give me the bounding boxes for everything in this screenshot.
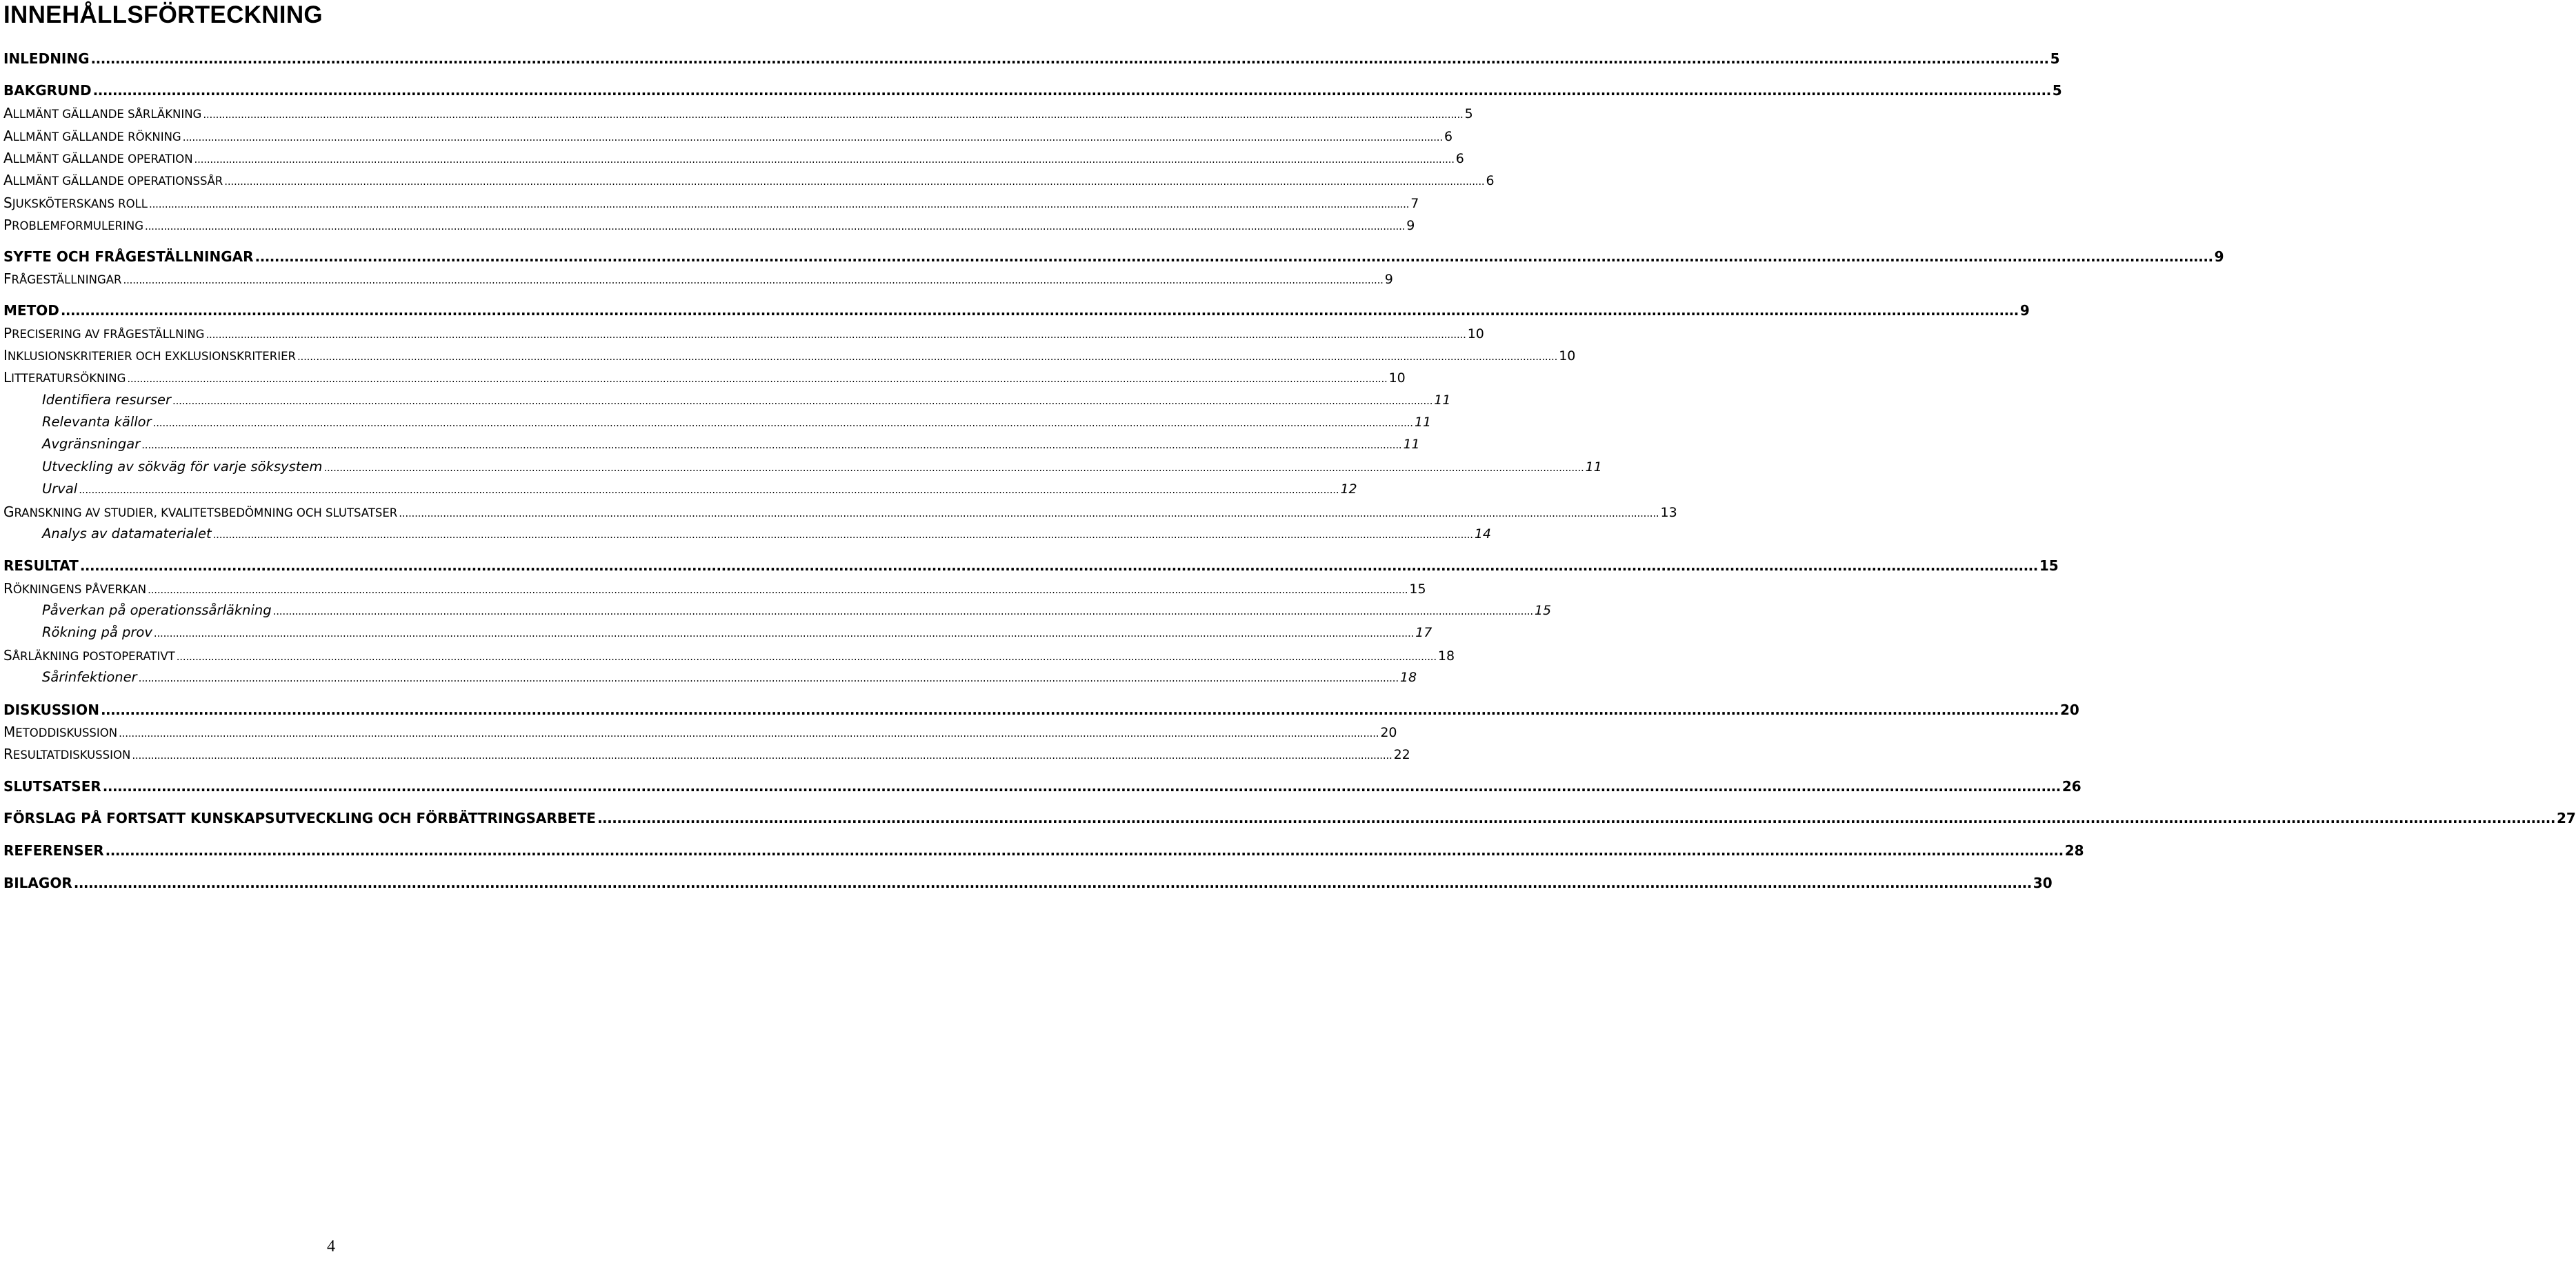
toc-entry-page: 15 [1534, 603, 1552, 618]
dot-leader: ................................................................................................................................................................................................................................................................................................................................................................................................................ [212, 528, 1473, 541]
toc-entry-label: SYFTE OCH FRÅGESTÄLLNINGAR [3, 248, 254, 265]
toc-entry-page: 11 [1403, 437, 1420, 452]
toc-entry-page: 9 [2019, 302, 2030, 319]
dot-leader: ................................................................................................................................................................................................................................................................................................................................................................................................................ [194, 153, 1455, 166]
page-number: 4 [327, 1238, 335, 1255]
toc-entry [3, 744, 1410, 765]
toc-entry [3, 148, 1464, 169]
dot-leader: ................................................................................................................................................................................................................................................................................................................................................................................................................ [100, 702, 2059, 718]
toc-entry-label: Urval [42, 481, 78, 497]
toc-entry-label: SJUKSKÖTERSKANS ROLL [3, 195, 148, 211]
toc-entry-label: RESULTATDISKUSSION [3, 746, 131, 762]
dot-leader: ................................................................................................................................................................................................................................................................................................................................................................................................................ [399, 507, 1659, 519]
toc-entry-page: 17 [1415, 625, 1432, 640]
toc-entry-page: 5 [1464, 106, 1473, 121]
toc-entry-page: 5 [2052, 82, 2062, 99]
toc-entry [3, 841, 2084, 860]
toc-entry-page: 9 [2214, 248, 2224, 265]
toc-entry-label: LITTERATURSÖKNING [3, 369, 126, 386]
dot-leader: ................................................................................................................................................................................................................................................................................................................................................................................................................ [224, 175, 1485, 188]
toc-entry-label: FRÅGESTÄLLNINGAR [3, 270, 122, 287]
toc-entry [3, 103, 1473, 124]
dot-leader: ................................................................................................................................................................................................................................................................................................................................................................................................................ [297, 350, 1558, 363]
toc-entry-label: RESULTAT [3, 557, 79, 574]
dot-leader: ................................................................................................................................................................................................................................................................................................................................................................................................................ [152, 417, 1413, 429]
toc-entry-page: 11 [1434, 393, 1451, 408]
toc-entry [42, 390, 1451, 410]
toc-entry [3, 269, 1393, 290]
dot-leader: ................................................................................................................................................................................................................................................................................................................................................................................................................ [254, 248, 2213, 265]
toc-entry-label: METODDISKUSSION [3, 724, 118, 740]
toc-entry-page: 6 [1444, 129, 1453, 144]
toc-entry-label: PROBLEMFORMULERING [3, 217, 144, 233]
toc-entry [3, 49, 2060, 68]
toc-entry [3, 247, 2224, 266]
toc-entry-label: SLUTSATSER [3, 778, 101, 795]
toc-entry-page: 14 [1474, 526, 1492, 542]
dot-leader: ................................................................................................................................................................................................................................................................................................................................................................................................................ [172, 395, 1433, 407]
toc-entry [42, 524, 1492, 544]
toc-entry [3, 368, 1406, 388]
toc-entry-page: 11 [1585, 459, 1602, 475]
toc-entry [3, 301, 2030, 320]
toc-entry-label: SÅRLÄKNING POSTOPERATIVT [3, 647, 175, 664]
toc-entry [3, 646, 1455, 666]
toc-entry [3, 579, 1426, 599]
toc-entry-label: PRECISERING AV FRÅGESTÄLLNING [3, 325, 205, 341]
toc-entry-label: GRANSKNING AV STUDIER, KVALITETSBEDÖMNING OCH SLUTSATSER [3, 504, 398, 520]
toc-entry-page: 7 [1410, 196, 1419, 211]
dot-leader: ................................................................................................................................................................................................................................................................................................................................................................................................................ [176, 651, 1437, 663]
dot-leader: ................................................................................................................................................................................................................................................................................................................................................................................................................ [149, 198, 1410, 210]
toc-entry-label: FÖRSLAG PÅ FORTSATT KUNSKAPSUTVECKLING OCH FÖRBÄTTRINGSARBETE [3, 810, 596, 826]
dot-leader: ................................................................................................................................................................................................................................................................................................................................................................................................................ [323, 461, 1584, 474]
dot-leader: ................................................................................................................................................................................................................................................................................................................................................................................................................ [102, 778, 2061, 795]
toc-entry-page: 18 [1399, 670, 1417, 685]
toc-entry [3, 502, 1677, 523]
toc-entry [3, 126, 1453, 147]
toc-entry [3, 170, 1495, 191]
toc-entry-page: 12 [1340, 481, 1357, 497]
toc-entry [42, 623, 1432, 643]
toc-entry-page: 27 [2557, 810, 2576, 826]
toc-entry [3, 777, 2081, 796]
toc-entry-label: Rökning på prov [42, 624, 152, 640]
dot-leader: ................................................................................................................................................................................................................................................................................................................................................................................................................ [79, 557, 2038, 574]
toc-entry-page: 15 [1409, 582, 1426, 597]
toc-entry-page: 20 [1380, 725, 1397, 740]
dot-leader: ................................................................................................................................................................................................................................................................................................................................................................................................................ [132, 749, 1392, 762]
dot-leader: ................................................................................................................................................................................................................................................................................................................................................................................................................ [92, 82, 2051, 99]
dot-leader: ................................................................................................................................................................................................................................................................................................................................................................................................................ [141, 439, 1402, 451]
toc-entry-page: 15 [2039, 557, 2059, 574]
toc-entry [42, 479, 1357, 499]
toc-entry-label: BAKGRUND [3, 82, 92, 99]
toc-entry [42, 457, 1602, 477]
toc-entry [3, 873, 2053, 893]
toc-entry-page: 10 [1559, 348, 1576, 364]
toc-entry-label: Analys av datamaterialet [42, 526, 212, 542]
toc-entry-label: INLEDNING [3, 50, 90, 67]
toc-entry [42, 435, 1420, 455]
dot-leader: ................................................................................................................................................................................................................................................................................................................................................................................................................ [119, 727, 1379, 739]
toc-entry-label: Påverkan på operationssårläkning [42, 602, 272, 618]
toc-entry-label: ALLMÄNT GÄLLANDE RÖKNING [3, 128, 181, 144]
toc-entry-label: INKLUSIONSKRITERIER OCH EXKLUSIONSKRITERIER [3, 347, 296, 364]
dot-leader: ................................................................................................................................................................................................................................................................................................................................................................................................................ [203, 108, 1464, 121]
toc-entry-page: 28 [2064, 842, 2084, 859]
toc-entry-page: 26 [2061, 778, 2081, 795]
toc-entry-label: Sårinfektioner [42, 669, 137, 685]
toc-entry [3, 346, 1576, 366]
toc-entry-page: 13 [1660, 505, 1677, 520]
dot-leader: ................................................................................................................................................................................................................................................................................................................................................................................................................ [597, 810, 2555, 826]
toc-entry-page: 6 [1486, 173, 1495, 188]
toc-entry-page: 6 [1455, 151, 1464, 166]
dot-leader: ................................................................................................................................................................................................................................................................................................................................................................................................................ [123, 274, 1384, 286]
toc-entry-page: 20 [2060, 702, 2079, 718]
toc-entry-label: DISKUSSION [3, 702, 99, 718]
toc-entry [42, 413, 1432, 433]
toc-entry [42, 668, 1417, 688]
toc-entry-label: ALLMÄNT GÄLLANDE SÅRLÄKNING [3, 105, 202, 121]
dot-leader: ................................................................................................................................................................................................................................................................................................................................................................................................................ [206, 328, 1466, 341]
toc-entry-label: ALLMÄNT GÄLLANDE OPERATION [3, 150, 193, 166]
dot-leader: ................................................................................................................................................................................................................................................................................................................................................................................................................ [105, 842, 2064, 859]
toc-entry [3, 81, 2062, 100]
toc-entry [3, 193, 1419, 214]
toc-entry-label: BILAGOR [3, 875, 72, 891]
dot-leader: ................................................................................................................................................................................................................................................................................................................................................................................................................ [90, 50, 2049, 67]
toc-entry-page: 9 [1406, 218, 1415, 233]
toc-entry-page: 5 [2050, 50, 2060, 67]
toc-entry-label: ALLMÄNT GÄLLANDE OPERATIONSSÅR [3, 172, 223, 188]
toc-entry-page: 10 [1467, 326, 1484, 341]
dot-leader: ................................................................................................................................................................................................................................................................................................................................................................................................................ [153, 627, 1415, 639]
toc-entry-label: Relevanta källor [42, 414, 152, 430]
dot-leader: ................................................................................................................................................................................................................................................................................................................................................................................................................ [182, 131, 1443, 143]
dot-leader: ................................................................................................................................................................................................................................................................................................................................................................................................................ [73, 875, 2032, 891]
toc-entry [3, 808, 2576, 828]
toc-entry [3, 556, 2059, 575]
dot-leader: ................................................................................................................................................................................................................................................................................................................................................................................................................ [272, 605, 1533, 617]
toc-entry-page: 9 [1384, 272, 1393, 287]
toc-entry [42, 601, 1552, 621]
toc-entry-page: 30 [2033, 875, 2053, 891]
toc-heading: INNEHÅLLSFÖRTECKNING [3, 1, 323, 28]
toc-entry-page: 22 [1393, 747, 1410, 762]
toc-entry-page: 18 [1437, 648, 1455, 664]
toc-entry-page: 10 [1388, 370, 1406, 386]
toc-entry-label: Identifiera resurser [42, 392, 172, 408]
toc-entry [3, 215, 1415, 236]
dot-leader: ................................................................................................................................................................................................................................................................................................................................................................................................................ [60, 302, 2019, 319]
toc-entry-label: REFERENSER [3, 842, 104, 859]
toc-entry [3, 722, 1397, 743]
toc-entry-page: 11 [1414, 415, 1432, 430]
dot-leader: ................................................................................................................................................................................................................................................................................................................................................................................................................ [145, 220, 1406, 232]
dot-leader: ................................................................................................................................................................................................................................................................................................................................................................................................................ [127, 373, 1388, 385]
dot-leader: ................................................................................................................................................................................................................................................................................................................................................................................................................ [138, 672, 1399, 684]
toc-entry-label: METOD [3, 302, 59, 319]
toc-entry-label: RÖKNINGENS PÅVERKAN [3, 580, 147, 597]
toc-entry [3, 324, 1484, 344]
dot-leader: ................................................................................................................................................................................................................................................................................................................................................................................................................ [148, 584, 1408, 596]
toc-entry [3, 700, 2079, 719]
dot-leader: ................................................................................................................................................................................................................................................................................................................................................................................................................ [79, 484, 1339, 496]
toc-entry-label: Utveckling av sökväg för varje söksystem [42, 459, 323, 475]
toc-entry-label: Avgränsningar [42, 436, 141, 452]
